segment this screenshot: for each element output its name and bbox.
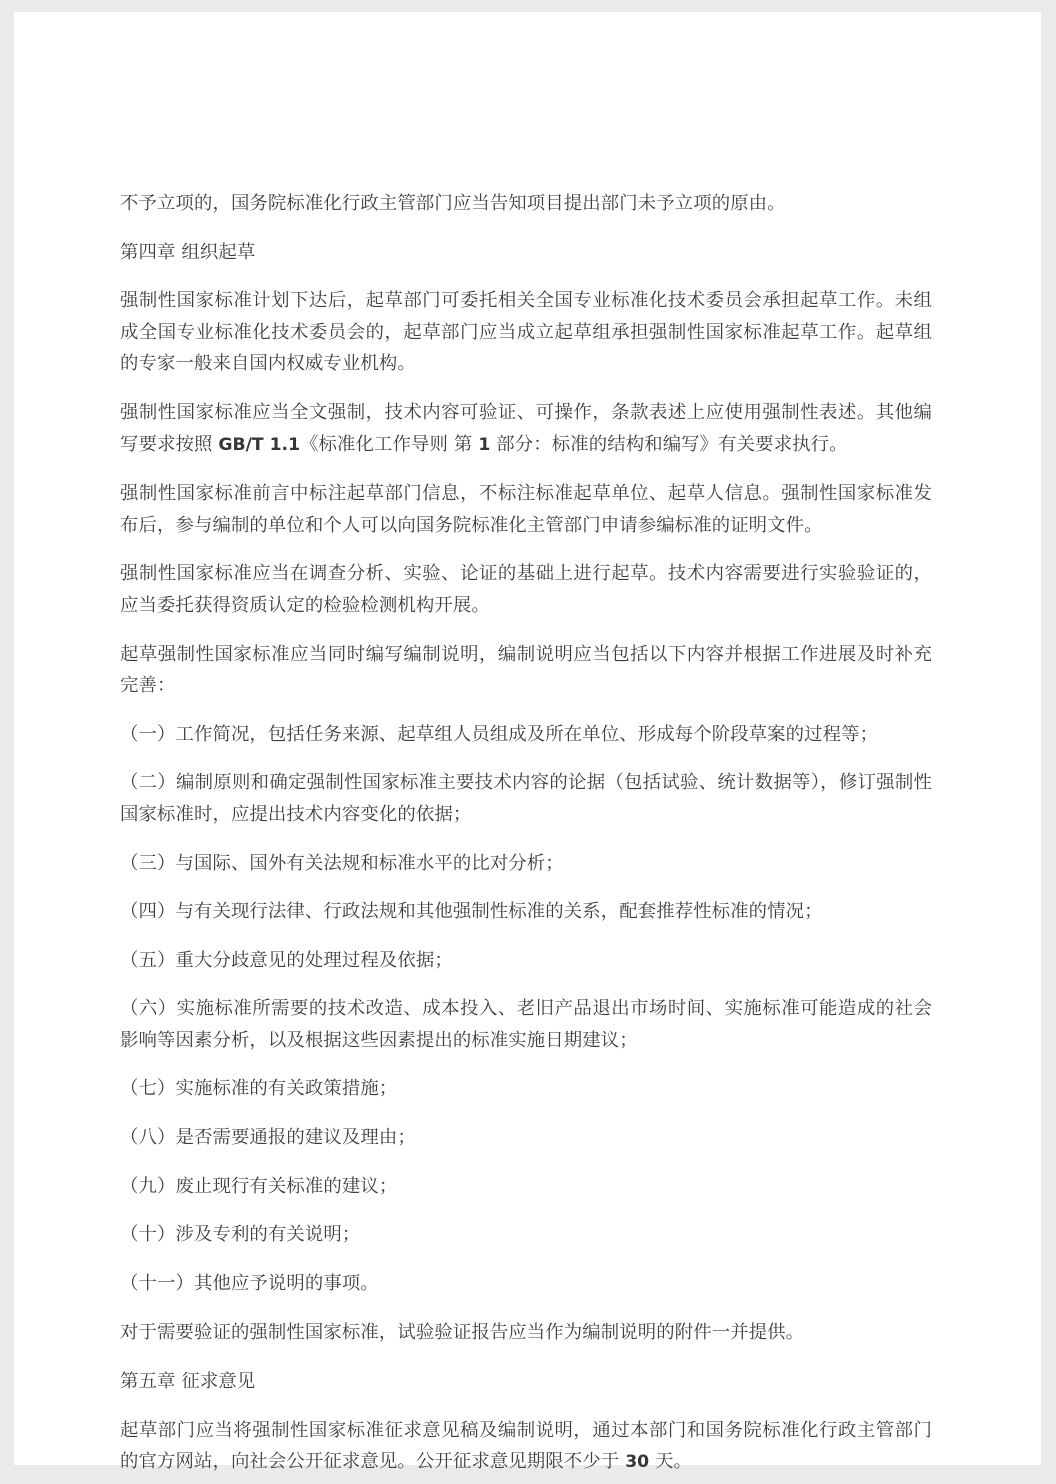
document-text-column (120, 188, 932, 1479)
list-item-eight: （八）是否需要通报的建议及理由； (120, 1127, 416, 1149)
list-item-eleven: （十一）其他应予说明的事项。 (120, 1272, 379, 1294)
list-item-four: （四）与有关现行法律、行政法规和其他强制性标准的关系，配套推荐性标准的情况； (120, 901, 823, 923)
paragraph-drafting-committee: 强制性国家标准计划下达后，起草部门可委托相关全国专业标准化技术委员会承担起草工作。未组成全国专业标准化技术委员会的，起草部门应当成立起草组承担强制性国家标准起草工作。起草组的专家一般来自国内权威专业机构。 (120, 290, 932, 375)
list-item-seven: （七）实施标准的有关政策措施； (120, 1078, 398, 1100)
text-segment-cjk: 部分：标准的结构和编写》有关要求执行。 (490, 433, 848, 455)
list-item-five: （五）重大分歧意见的处理过程及依据； (120, 949, 453, 971)
paragraph-explanation-intro: 起草强制性国家标准应当同时编写编制说明，编制说明应当包括以下内容并根据工作进展及时补充完善： (120, 643, 932, 697)
list-item-one: （一）工作简况，包括任务来源、起草组人员组成及所在单位、形成每个阶段草案的过程等； (120, 723, 879, 745)
document-page-sheet (14, 12, 1041, 1473)
paragraph-intro: 不予立项的，国务院标准化行政主管部门应当告知项目提出部门未予立项的原由。 (120, 193, 786, 214)
list-item-three: （三）与国际、国外有关法规和标准水平的比对分析； (120, 852, 564, 874)
heading-chapter-five: 第五章 征求意见 (120, 1371, 256, 1393)
comment-period-days: 30 (625, 1452, 650, 1473)
list-item-six: （六）实施标准所需要的技术改造、成本投入、老旧产品退出市场时间、实施标准可能造成的社会影响等因素分析，以及根据这些因素提出的标准实施日期建议； (120, 998, 932, 1051)
standard-code-gbt11: GB/T 1.1 (218, 434, 301, 455)
paragraph-public-comment (120, 1415, 932, 1479)
list-item-ten: （十）涉及专利的有关说明； (120, 1224, 361, 1246)
list-item-two: （二）编制原则和确定强制性国家标准主要技术内容的论据（包括试验、统计数据等），修订强制性国家标准时，应提出技术内容变化的依据； (120, 772, 932, 825)
paragraph-verification-report: 对于需要验证的强制性国家标准，试验验证报告应当作为编制说明的附件一并提供。 (120, 1322, 805, 1344)
text-segment-cjk: 强制性国家标准应当全文强制，技术内容可验证、可操作，条款表述上应使用强制性表述。其他编写要求按照 (120, 401, 932, 455)
heading-chapter-four: 第四章 组织起草 (120, 241, 256, 263)
list-item-nine: （九）废止现行有关标准的建议； (120, 1175, 398, 1197)
paragraph-foreword-info: 强制性国家标准前言中标注起草部门信息，不标注标准起草单位、起草人信息。强制性国家标准发布后，参与编制的单位和个人可以向国务院标准化主管部门申请参编标准的证明文件。 (120, 483, 932, 536)
text-segment-cjk: 起草部门应当将强制性国家标准征求意见稿及编制说明，通过本部门和国务院标准化行政主管部门的官方网站，向社会公开征求意见。公开征求意见期限不少于 (120, 1419, 932, 1473)
paragraph-investigation-basis: 强制性国家标准应当在调查分析、实验、论证的基础上进行起草。技术内容需要进行实验验证的，应当委托获得资质认定的检验检测机构开展。 (120, 563, 932, 616)
part-number: 1 (478, 434, 491, 455)
text-segment-cjk: 《标准化工作导则 第 (300, 433, 479, 455)
text-segment-cjk: 天。 (649, 1451, 693, 1473)
paragraph-mandatory-full-text (120, 397, 932, 461)
